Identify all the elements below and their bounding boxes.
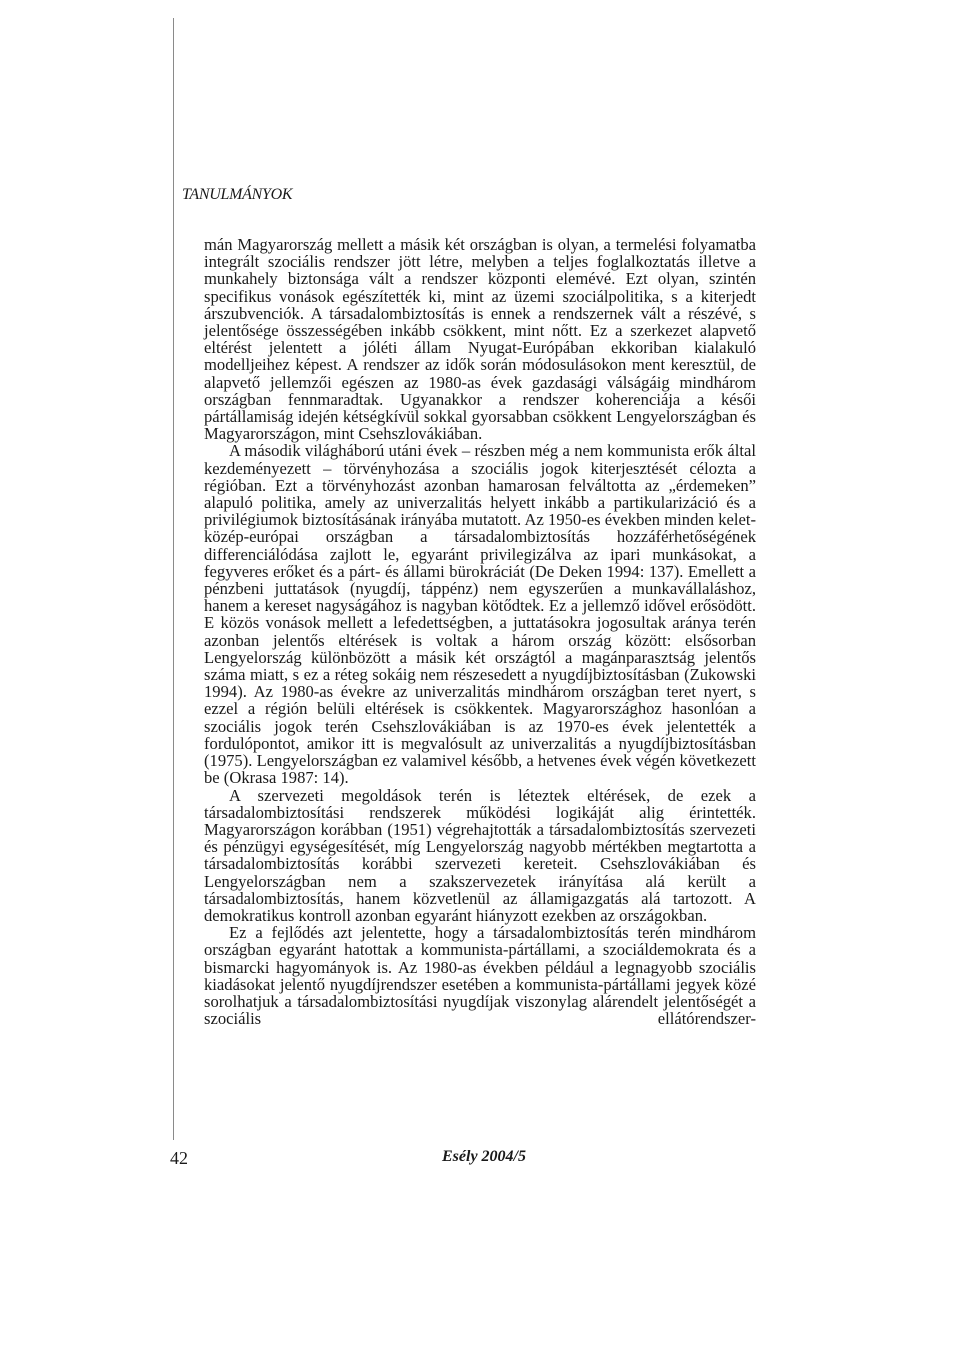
- section-label: TANULMÁNYOK: [182, 186, 293, 203]
- journal-name: Esély 2004/5: [442, 1148, 526, 1165]
- page-number: 42: [170, 1148, 188, 1168]
- margin-rule: [173, 18, 174, 1140]
- paragraph: mán Magyarország mellett a másik két országban is olyan, a termelési folyamatba integrált szociális rendszer jött létre, melyben a teljes foglalkoztatás illetve a munkahely biztonsága vált a rendszer központi elemévé. Ezt olyan, szintén specifikus vonások egészítették ki, mint az üzemi szociálpolitika, s a kiterjedt árszubvenciók. A társadalombiztosítás is ennek a rendszernek vált a részévé, s jelentősége összességében inkább csökkent, mint nőtt. Ez a szerkezet alapvető eltérést jelentett a jóléti állam Nyugat-Európában ekkoriban kialakuló modelljeihez képest. A rendszer az idők során módosulásokon ment keresztül, de alapvető jellemzői egészen az 1980-as évek gazdasági válságáig mindhárom országban fennmaradtak. Ugyanakkor a rendszer koherenciája a késői pártállamiság idején kétségkívül sokkal gyorsabban csökkent Lengyelországban és Magyarországon, mint Csehszlovákiában.: [204, 235, 756, 444]
- paragraph: A szervezeti megoldások terén is léteztek eltérések, de ezek a társadalombiztosítási rendszerek működési logikáját alig érintették. Magyarországon korábban (1951) végrehajtották a társadalombiztosítás szervezeti és pénzügyi egységesítését, míg Lengyelország nagyobb mértékben megtartotta a társadalombiztosítás korábbi szervezeti kereteit. Csehszlovákiában és Lengyelországban nem a szakszervezetek irányítása alá került a társadalombiztosítás, hanem közvetlenül az államigazgatás alá tartozott. A demokratikus kontroll azonban egyaránt hiányzott ezekben az országokban.: [204, 785, 756, 925]
- body-text: [204, 236, 756, 1027]
- paragraph: Ez a fejlődés azt jelentette, hogy a társadalombiztosítás terén mindhárom országban egyaránt hatottak a kommunista-pártállami, a szociáldemokrata és a bismarcki hagyományok is. Az 1980-as években például a legnagyobb szociális kiadásokat jelentő nyugdíjrendszer esetében a kommunista-pártállami jegyek közé sorolhatjuk a társadalombiztosítási nyugdíjak viszonylag alárendelt jelentőségét a szociális ellátórendszer-: [204, 923, 756, 1029]
- paragraph: A második világháború utáni évek – részben még a nem kommunista erők által kezdeményezett – törvényhozása a szociális jogok kiterjesztését célozta a régióban. Ezt a törvényhozást azonban hamarosan felváltotta az „érdemeken” alapuló politika, amely az univerzalitás helyett inkább a partikularizáció és a privilégiumok biztosításának irányába mutatott. Az 1950-es években minden kelet-közép-európai országban a társadalombiztosítás hozzáférhetőségének differenciálódása zajlott le, egyaránt privilegizálva az ipari munkásokat, a fegyveres erőket és a párt- és állami bürokráciát (De Deken 1994: 137). Emellett a pénzbeni juttatások (nyugdíj, táppénz) nem egyszerűen a munkavállaláshoz, hanem a kereset nagyságához is nagyban kötődtek. Ez a jellemző idővel erősödött. E közös vonások mellett a lefedettségben, a juttatásokra jogosultak aránya terén azonban jelentős eltérések is voltak a három ország között: elsősorban Lengyelország különbözött a másik két országtól a magánparasztság jelentős száma miatt, s ez a réteg sokáig nem részesedett a nyugdíjbiztosításban (Zukowski 1994). Az 1980-as évekre az univerzalitás mindhárom országban teret nyert, s ezzel a régión belüli eltérések is csökkentek. Magyarországhoz hasonlóan a szociális jogok terén Csehszlovákiában is az 1970-es évek jelentették a fordulópontot, amikor itt is megvalósult az univerzalitás a nyugdíjbiztosításban (1975). Lengyelországban ez valamivel később, a hetvenes évek végén következett be (Okrasa 1987: 14).: [204, 441, 756, 788]
